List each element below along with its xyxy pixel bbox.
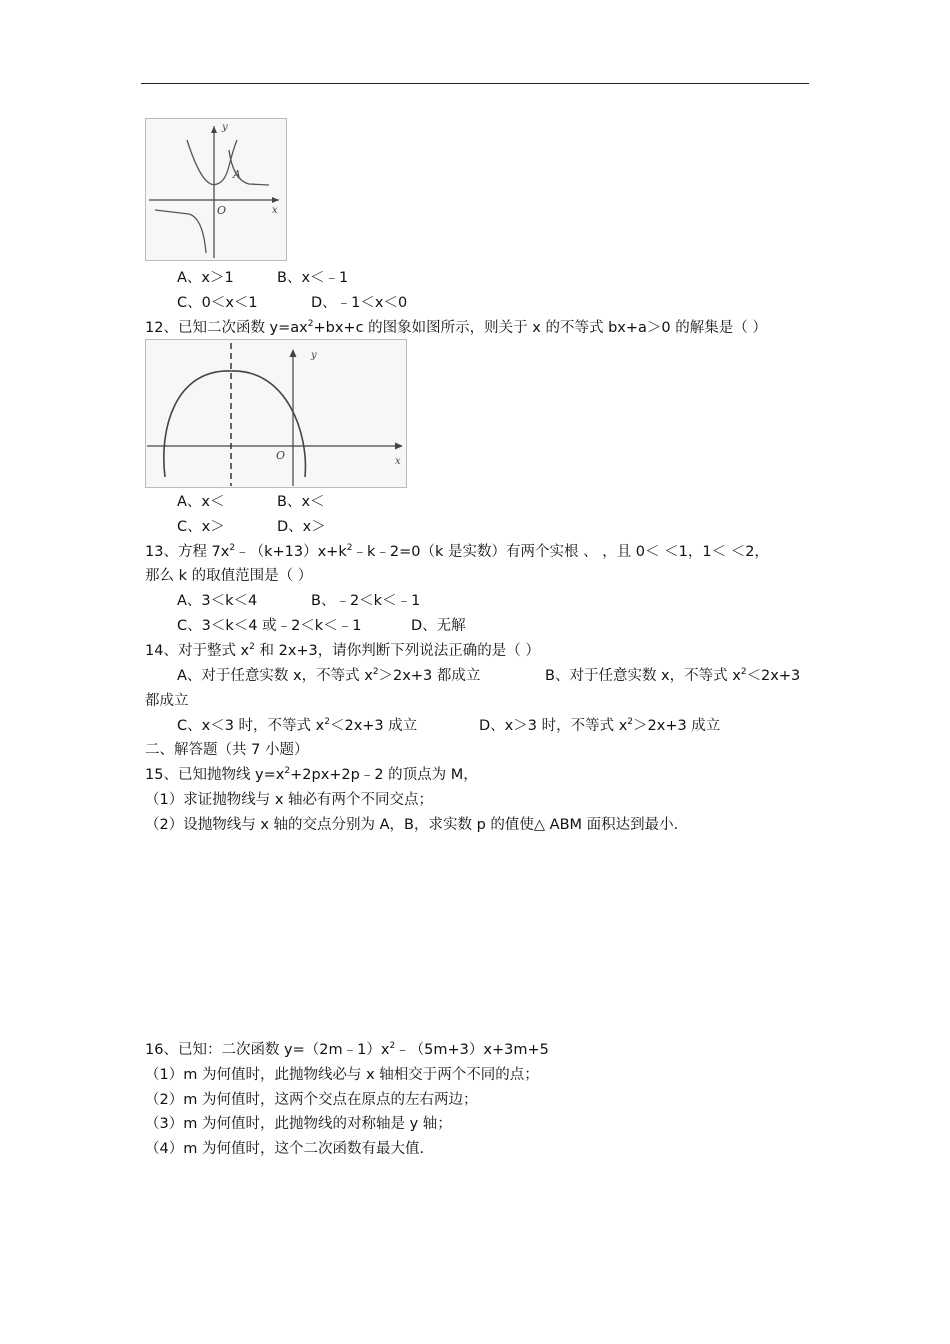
q14-option-b-continued: 都成立: [145, 693, 189, 709]
q12-stem: 12、已知二次函数 $y=ax^2+bx+c$ 的图象如图所示，则关于 x 的不等式 bx+a＞0 的解集是（ ）: [145, 319, 767, 336]
q12-option-d: D、x＞: [277, 519, 326, 535]
figure-q12-graph: [145, 339, 407, 488]
q13-option-c: C、3＜k＜4 或﹣2＜k＜﹣1: [177, 618, 362, 634]
q12-option-b: B、x＜: [277, 494, 325, 510]
q14-option-b: B、对于任意实数 x，不等式 $x^2<2x+3$: [545, 667, 801, 684]
q16-part3: （3）m 为何值时，此抛物线的对称轴是 y 轴；: [145, 1116, 452, 1132]
q15-part2: （2）设抛物线与 x 轴的交点分别为 A，B，求实数 p 的值使△ ABM 面积达到最小.: [145, 817, 679, 833]
point-label-a: A: [233, 168, 241, 181]
axis-label-y: y: [311, 350, 317, 361]
q13-option-a: A、3＜k＜4: [177, 593, 258, 609]
q11-option-c: C、0＜x＜1: [177, 295, 258, 311]
axis-label-x: x: [272, 205, 278, 216]
q11-option-b: B、x＜﹣1: [277, 270, 349, 286]
q12-option-c: C、x＞: [177, 519, 225, 535]
q13-options-row1: [177, 591, 420, 611]
q14-option-c: C、x＜3 时，不等式 $x^2<2x+3$ 成立: [177, 717, 418, 734]
q12-options-row1: [177, 492, 325, 512]
q16-stem: 16、已知：二次函数 $y=(2m﹣1)x^2﹣(5m+3)x+3m+5$: [145, 1041, 549, 1058]
q13-stem-line2: 那么 k 的取值范围是（ ）: [145, 568, 313, 584]
q15-stem: 15、已知抛物线 $y=x^2+2px+2p﹣2$ 的顶点为 M，: [145, 766, 478, 783]
q16-part2: （2）m 为何值时，这两个交点在原点的左右两边；: [145, 1092, 478, 1108]
axis-label-y: y: [222, 122, 228, 133]
q13-stem-line1: 13、方程 $7x^2﹣(k+13)x+k^2﹣k﹣2=0(k$ 是实数）有两个实根 、 ，且 0＜ ＜1，1＜ ＜2，: [145, 543, 769, 560]
section-heading: 二、解答题（共 7 小题）: [145, 742, 309, 758]
origin-label: O: [217, 204, 227, 217]
q15-part1: （1）求证抛物线与 x 轴必有两个不同交点；: [145, 792, 434, 808]
axis-label-x: x: [395, 456, 401, 467]
q12-option-a: A、x＜: [177, 494, 225, 510]
q12-options-row2: [177, 517, 326, 537]
q14-stem: 14、对于整式 $x^2$ 和 2x+3，请你判断下列说法正确的是（ ）: [145, 642, 540, 659]
figure-q11-graph: [145, 118, 287, 261]
q11-options-row2: [177, 293, 407, 313]
header-rule: [141, 83, 809, 84]
q14-option-a: A、对于任意实数 x，不等式 $x^2>2x+3$ 都成立: [177, 667, 481, 684]
origin-label: O: [276, 449, 286, 462]
q11-options-row1: [177, 268, 348, 288]
q11-option-a: A、x＞1: [177, 270, 234, 286]
q11-option-d: D、﹣1＜x＜0: [311, 295, 408, 311]
q16-part4: （4）m 为何值时，这个二次函数有最大值.: [145, 1141, 425, 1157]
q13-option-b: B、﹣2＜k＜﹣1: [311, 593, 421, 609]
q16-part1: （1）m 为何值时，此抛物线必与 x 轴相交于两个不同的点；: [145, 1067, 539, 1083]
q13-option-d: D、无解: [411, 618, 466, 634]
q14-option-d: D、x＞3 时，不等式 $x^2>2x+3$ 成立: [479, 717, 721, 734]
q13-options-row2: [177, 616, 466, 636]
